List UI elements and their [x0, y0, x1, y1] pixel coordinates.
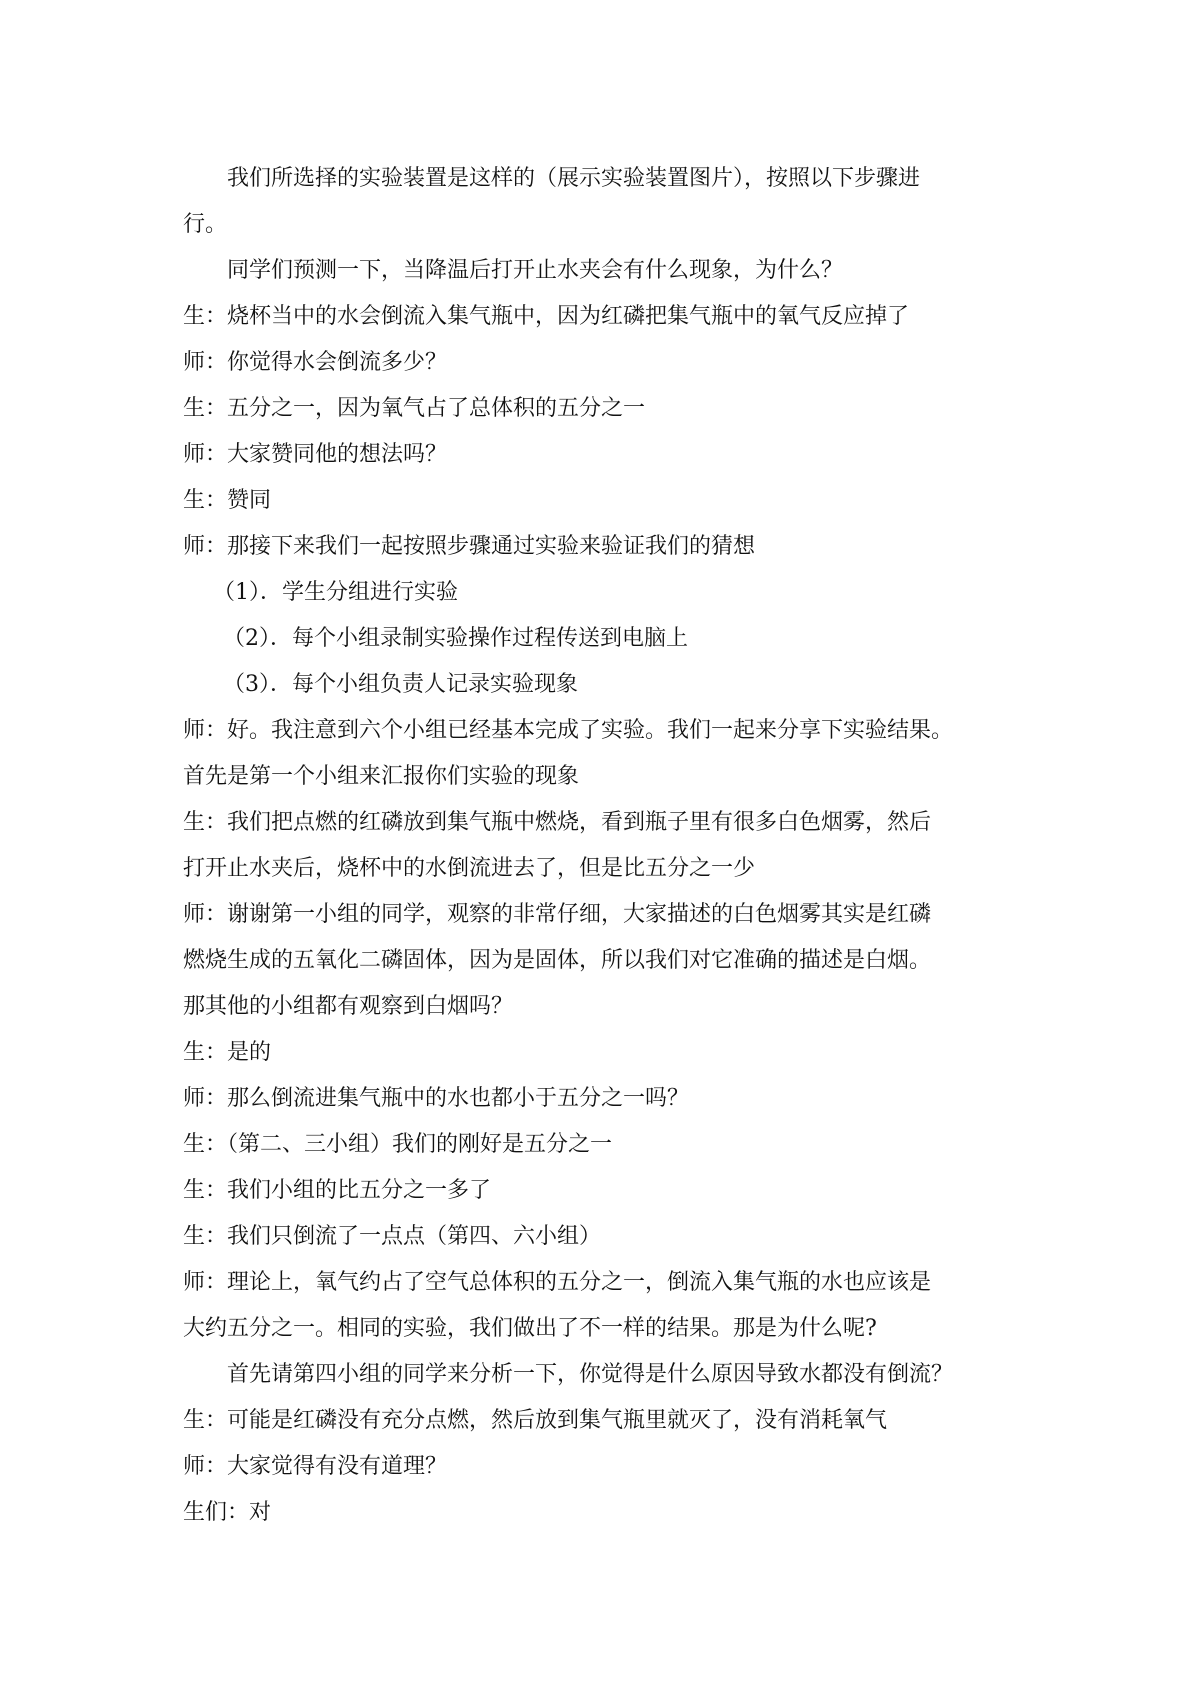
paragraph-line: 行。	[183, 212, 228, 237]
teacher-line: 师：好。我注意到六个小组已经基本完成了实验。我们一起来分享下实验结果。	[183, 718, 954, 743]
paragraph-line: 打开止水夹后，烧杯中的水倒流进去了，但是比五分之一少	[183, 856, 756, 881]
teacher-line: 师：大家觉得有没有道理？	[183, 1454, 448, 1479]
teacher-line: 师：大家赞同他的想法吗？	[183, 442, 448, 467]
student-line: 生：我们把点燃的红磷放到集气瓶中燃烧，看到瓶子里有很多白色烟雾，然后	[183, 810, 932, 835]
paragraph-line: 那其他的小组都有观察到白烟吗？	[183, 994, 514, 1019]
paragraph-line: 大约五分之一。相同的实验，我们做出了不一样的结果。那是为什么呢?	[183, 1316, 877, 1341]
paragraph-line: 首先是第一个小组来汇报你们实验的现象	[183, 764, 580, 789]
students-line: 生们：对	[183, 1500, 272, 1525]
student-line: 生：我们小组的比五分之一多了	[183, 1178, 492, 1203]
teacher-line: 师：你觉得水会倒流多少？	[183, 350, 448, 375]
student-line: 生：（第二、三小组）我们的刚好是五分之一	[183, 1132, 613, 1157]
paragraph-line: 首先请第四小组的同学来分析一下，你觉得是什么原因导致水都没有倒流？	[227, 1362, 954, 1387]
student-line: 生：可能是红磷没有充分点燃，然后放到集气瓶里就灭了，没有消耗氧气	[183, 1408, 888, 1433]
document-body	[183, 156, 1023, 1536]
teacher-line: 师：那接下来我们一起按照步骤通过实验来验证我们的猜想	[183, 534, 756, 559]
student-line: 生：烧杯当中的水会倒流入集气瓶中，因为红磷把集气瓶中的氧气反应掉了	[183, 304, 910, 329]
paragraph-line: 燃烧生成的五氧化二磷固体，因为是固体，所以我们对它准确的描述是白烟。	[183, 948, 932, 973]
teacher-line: 师：理论上，氧气约占了空气总体积的五分之一，倒流入集气瓶的水也应该是	[183, 1270, 932, 1295]
student-line: 生：赞同	[183, 488, 272, 513]
step-item: （3）．每个小组负责人记录实验现象	[223, 672, 578, 697]
student-line: 生：我们只倒流了一点点（第四、六小组）	[183, 1224, 602, 1249]
student-line: 生：是的	[183, 1040, 272, 1065]
step-item: （2）．每个小组录制实验操作过程传送到电脑上	[223, 626, 688, 651]
step-item: （1）．学生分组进行实验	[213, 580, 458, 605]
student-line: 生：五分之一，因为氧气占了总体积的五分之一	[183, 396, 646, 421]
teacher-line: 师：那么倒流进集气瓶中的水也都小于五分之一吗？	[183, 1086, 690, 1111]
paragraph-line: 我们所选择的实验装置是这样的（展示实验装置图片），按照以下步骤进	[227, 166, 921, 191]
teacher-line: 师：谢谢第一小组的同学，观察的非常仔细，大家描述的白色烟雾其实是红磷	[183, 902, 932, 927]
paragraph-line: 同学们预测一下，当降温后打开止水夹会有什么现象，为什么？	[227, 258, 844, 283]
